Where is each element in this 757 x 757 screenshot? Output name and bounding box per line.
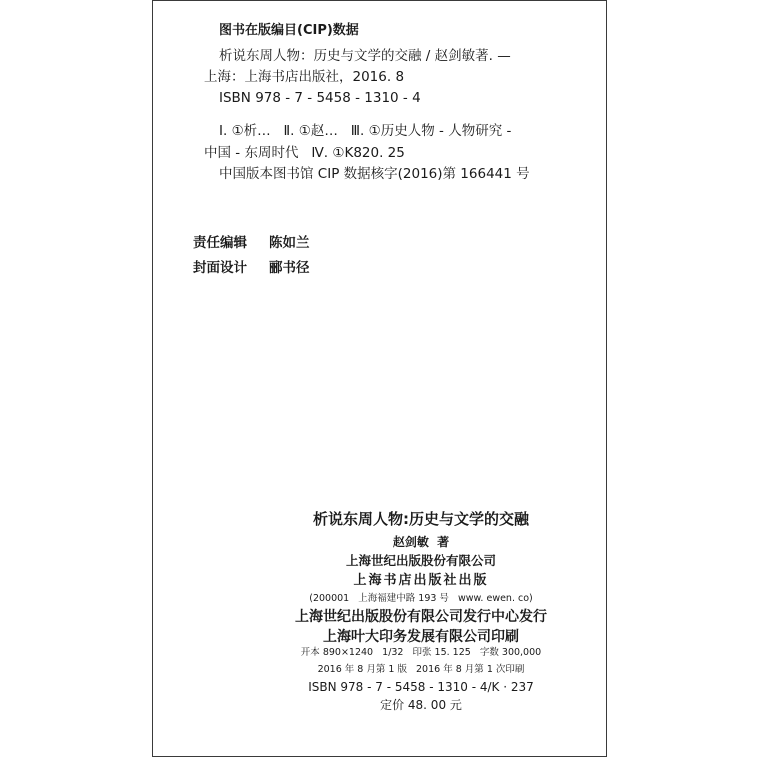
credit-role: 封面设计	[193, 260, 247, 276]
book-format: 开本 890×1240 1/32 印张 15. 125 字数 300,000	[300, 647, 542, 658]
book-author: 赵剑敏 著	[392, 535, 450, 549]
publisher-group: 上海世纪出版股份有限公司	[345, 553, 496, 568]
cip-publication-line: 上海：上海书店出版社，2016. 8	[204, 69, 405, 85]
credit-cover-design	[193, 260, 310, 278]
book-title: 析说东周人物:历史与文学的交融	[312, 510, 529, 528]
credit-name: 陈如兰	[269, 235, 310, 251]
book-isbn: ISBN 978 - 7 - 5458 - 1310 - 4/K · 237	[308, 680, 534, 694]
copyright-page	[152, 0, 607, 757]
edition-info: 2016 年 8 月第 1 版 2016 年 8 月第 1 次印刷	[317, 664, 525, 675]
cip-subject-line: Ⅰ. ①析… Ⅱ. ①赵… Ⅲ. ①历史人物 - 人物研究 -	[219, 123, 512, 139]
credit-name: 郦书径	[269, 260, 310, 276]
printer: 上海叶大印务发展有限公司印刷	[323, 629, 519, 645]
cip-classification-line: 中国 - 东周时代 Ⅳ. ①K820. 25	[204, 145, 405, 161]
book-price: 定价 48. 00 元	[380, 698, 462, 712]
credit-role: 责任编辑	[193, 235, 247, 251]
cip-isbn-line: ISBN 978 - 7 - 5458 - 1310 - 4	[219, 90, 421, 106]
publisher-address: (200001 上海福建中路 193 号 www. ewen. co)	[309, 593, 533, 604]
credit-editor	[193, 235, 310, 253]
imprint-block	[251, 1, 591, 756]
publisher: 上海书店出版社出版	[353, 573, 489, 588]
cip-heading: 图书在版编目(CIP)数据	[219, 23, 359, 38]
cip-record-number-line: 中国版本图书馆 CIP 数据核字(2016)第 166441 号	[219, 166, 530, 182]
cip-title-line: 析说东周人物：历史与文学的交融 / 赵剑敏著. —	[219, 48, 511, 64]
distributor: 上海世纪出版股份有限公司发行中心发行	[295, 609, 547, 625]
